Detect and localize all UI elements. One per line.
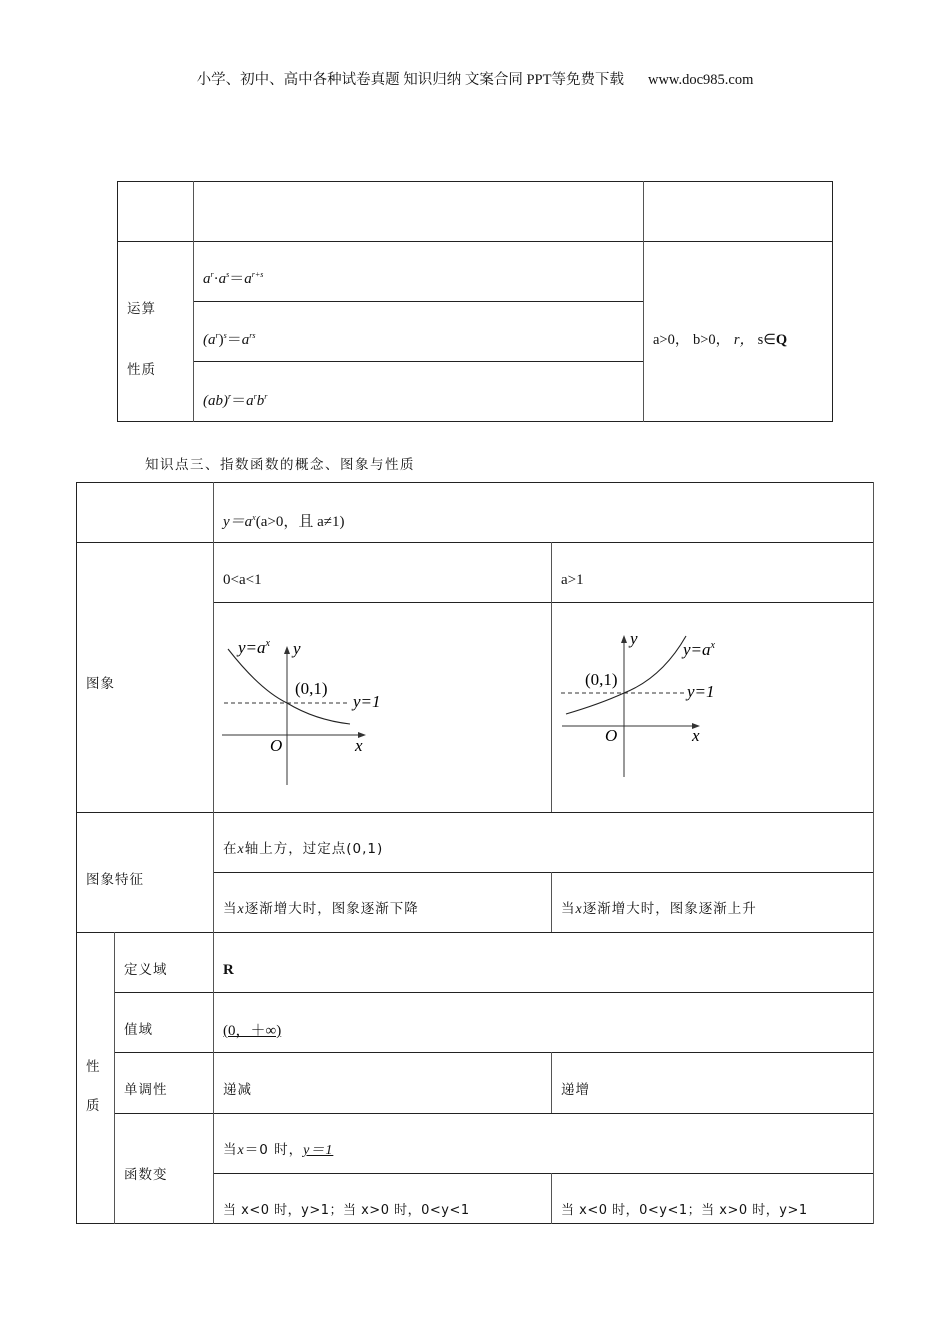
table2-border-top xyxy=(76,482,874,483)
table1-divider xyxy=(117,241,833,242)
domain-label: 定义域 xyxy=(124,962,168,978)
y-axis-label: y xyxy=(630,629,638,648)
y-axis-label: y xyxy=(293,639,301,658)
increasing-curve xyxy=(566,636,686,714)
condition-r: r， xyxy=(733,332,754,348)
table1-divider xyxy=(193,181,194,422)
row-label-property: 性质 xyxy=(127,362,156,378)
point-label: (0,1) xyxy=(585,670,618,689)
range-label: 值域 xyxy=(124,1022,153,1038)
table2-divider xyxy=(76,812,874,813)
case-decreasing-label: 0<a<1 xyxy=(223,572,262,588)
increasing-exponential-graph xyxy=(552,620,742,785)
origin-label: O xyxy=(605,726,618,745)
x-axis-label: x xyxy=(692,726,700,745)
range-value: (0，＋∞) xyxy=(223,1023,282,1039)
table1-divider xyxy=(643,181,644,422)
property-label-2: 质 xyxy=(86,1098,101,1114)
monotonic-label: 单调性 xyxy=(124,1082,168,1098)
row-label-operation: 运算 xyxy=(127,301,156,317)
table2-divider xyxy=(76,932,874,933)
table1-border-right xyxy=(832,181,833,422)
decreasing-exponential-graph xyxy=(215,620,395,795)
table2-divider xyxy=(76,542,874,543)
variation-common: 当x＝0 时，y＝1 xyxy=(223,1142,334,1158)
table2-divider xyxy=(213,602,874,603)
table1-divider xyxy=(194,301,643,302)
condition-s: s∈ xyxy=(757,332,776,348)
definition-formula: $y=a^x(a>0$，且 a≠1) xyxy=(223,513,345,530)
y-axis-arrow-icon xyxy=(621,635,627,643)
formula-product-power-rule: $(ab)^r=a^rb^r$ xyxy=(203,392,268,409)
table2-divider xyxy=(213,482,214,1224)
table1-border-top xyxy=(117,181,833,182)
condition-a: a>0， xyxy=(653,332,690,348)
section-title: 知识点三、指数函数的概念、图象与性质 xyxy=(145,457,415,473)
table1-border-bottom xyxy=(117,421,833,422)
variation-label: 函数变 xyxy=(124,1167,168,1183)
table2-border-left xyxy=(76,482,77,1224)
page-header xyxy=(0,68,950,89)
table2-divider xyxy=(551,1052,552,1113)
formula-product-rule: $a^r\cdot a^s=a^{r+s}$ xyxy=(203,270,264,287)
table2-divider xyxy=(213,1173,874,1174)
table1-divider xyxy=(194,361,643,362)
condition-set: Q xyxy=(775,332,788,348)
table2-divider xyxy=(213,872,874,873)
domain-value: R xyxy=(223,962,234,978)
curve-label: $y=a^x$ xyxy=(238,638,270,657)
graph-row-label: 图象 xyxy=(86,676,115,692)
variation-increasing: 当 x<0 时，0<y<1；当 x>0 时，y>1 xyxy=(561,1203,808,1218)
curve-label: $y=a^x$ xyxy=(683,640,715,659)
origin-label: O xyxy=(270,736,283,755)
variation-decreasing: 当 x<0 时，y>1；当 x>0 时，0<y<1 xyxy=(223,1203,470,1218)
table1-border-left xyxy=(117,181,118,422)
header-url[interactable]: www.doc985.com xyxy=(647,72,754,88)
table2-border-right xyxy=(873,482,874,1224)
feature-row-label: 图象特征 xyxy=(86,872,144,888)
monotonic-decreasing: 递减 xyxy=(223,1082,252,1098)
case-increasing-label: a>1 xyxy=(561,572,584,588)
header-text: 小学、初中、高中各种试卷真题 知识归纳 文案合同 PPT等免费下载 xyxy=(196,72,624,88)
asymptote-label: y=1 xyxy=(353,692,381,711)
formula-power-rule: $(a^r)^s=a^{rs}$ xyxy=(203,331,256,348)
condition-b: b>0， xyxy=(693,332,731,348)
point-label: (0,1) xyxy=(295,679,328,698)
decreasing-curve xyxy=(228,649,350,724)
table2-divider xyxy=(114,932,115,1224)
feature-increasing: 当x逐渐增大时，图象逐渐上升 xyxy=(561,901,757,917)
table2-divider xyxy=(114,1052,874,1053)
asymptote-label: y=1 xyxy=(687,682,715,701)
monotonic-increasing: 递增 xyxy=(561,1082,590,1098)
table2-border-bottom xyxy=(76,1223,874,1224)
feature-decreasing: 当x逐渐增大时，图象逐渐下降 xyxy=(223,901,419,917)
table2-divider xyxy=(114,992,874,993)
y-axis-arrow-icon xyxy=(284,646,290,654)
table2-divider xyxy=(551,872,552,932)
x-axis-label: x xyxy=(355,736,363,755)
feature-common: 在x轴上方，过定点(0,1) xyxy=(223,841,384,857)
condition-text xyxy=(653,333,787,348)
table2-divider xyxy=(551,1173,552,1224)
table2-divider xyxy=(114,1113,874,1114)
property-label-1: 性 xyxy=(86,1059,101,1075)
